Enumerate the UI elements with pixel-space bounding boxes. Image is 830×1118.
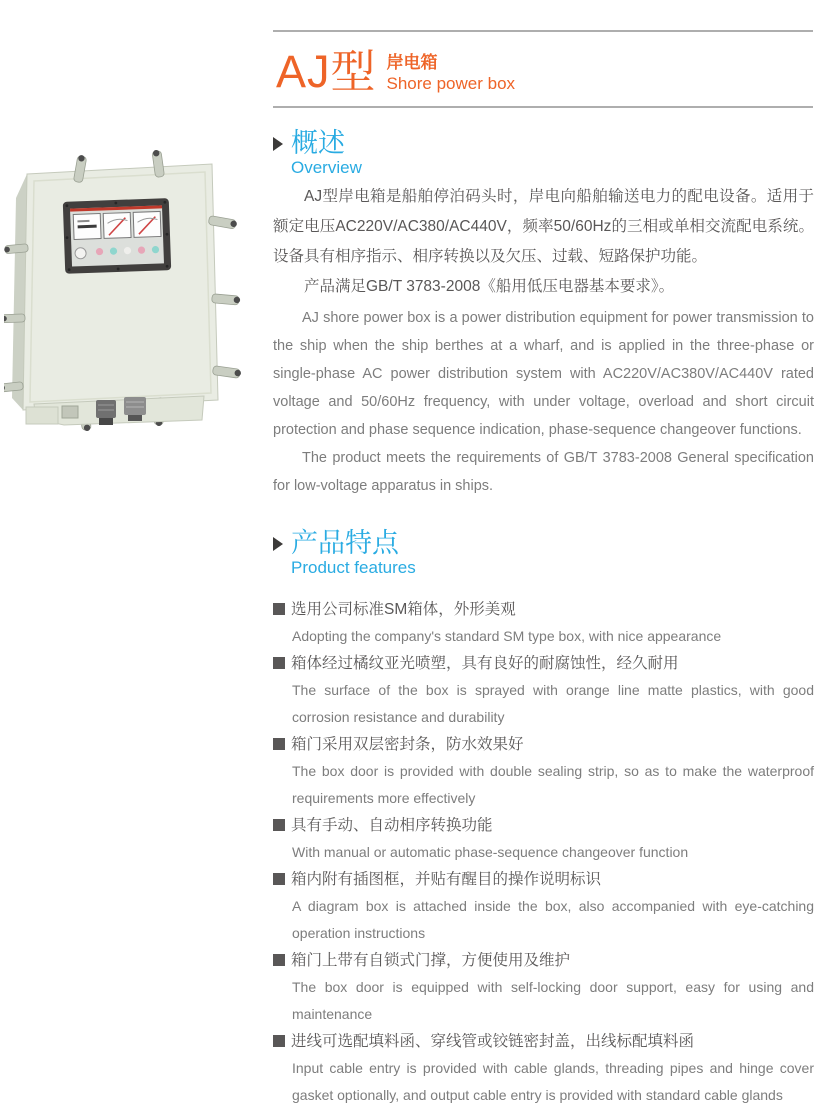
feature-en: The surface of the box is sprayed with orange line matte plastics, with good corrosion resistance and durability [292, 682, 814, 725]
product-model: AJ型 [276, 46, 377, 97]
title-divider [273, 106, 813, 108]
overview-english-paragraphs [273, 304, 814, 500]
feature-cn: 选用公司标准SM箱体，外形美观 [273, 596, 814, 623]
feature-item [273, 947, 814, 1028]
overview-section-header [273, 128, 362, 178]
section-marker-icon [273, 137, 283, 151]
features-list [273, 596, 814, 1109]
shore-power-box-illustration [4, 148, 260, 454]
feature-bullet-icon [273, 873, 285, 885]
feature-bullet-icon [273, 603, 285, 615]
overview-en-paragraph-1: AJ shore power box is a power distribution equipment for power transmission to the ship when the ship berthes at a wharf, and is applied in the three-phase or single-phase AC power distribution system with AC220V/AC380V/AC440V rated voltage and 50/60Hz frequency, with under voltage, overload and short circuit protection and phase sequence indication, phase-sequence changeover functions. [273, 310, 814, 438]
features-heading-en: Product features [291, 558, 416, 577]
feature-item [273, 650, 814, 731]
overview-cn-paragraph-1: AJ型岸电箱是船舶停泊码头时，岸电向船舶输送电力的配电设备。适用于额定电压AC220V/AC380/AC440V，频率50/60Hz的三相或单相交流配电系统。设备具有相序指示、相序转换以及欠压、过载、短路保护功能。 [273, 188, 814, 265]
feature-bullet-icon [273, 954, 285, 966]
product-subtitle-cn: 岸电箱 [386, 53, 438, 72]
feature-en: The box door is equipped with self-locking door support, easy for using and maintenance [292, 979, 814, 1022]
feature-en: The box door is provided with double sealing strip, so as to make the waterproof requirements more effectively [292, 763, 814, 806]
overview-en-paragraph-2: The product meets the requirements of GB/T 3783-2008 General specification for low-voltage apparatus in ships. [273, 450, 814, 494]
viewing-window [63, 198, 171, 274]
feature-item [273, 866, 814, 947]
top-divider [273, 30, 813, 32]
product-subtitle-en: Shore power box [386, 74, 516, 93]
product-title [276, 46, 515, 98]
features-heading-cn: 产品特点 [291, 528, 399, 558]
overview-heading-cn: 概述 [291, 128, 345, 158]
feature-en: A diagram box is attached inside the box, also accompanied with eye-catching operation instructions [292, 898, 814, 941]
feature-en: Input cable entry is provided with cable glands, threading pipes and hinge cover gasket optionally, and output cable entry is provided with standard cable glands [292, 1060, 814, 1103]
feature-bullet-icon [273, 738, 285, 750]
feature-cn: 箱体经过橘纹亚光喷塑，具有良好的耐腐蚀性，经久耐用 [273, 650, 814, 677]
product-subtitle [387, 53, 516, 94]
feature-item [273, 812, 814, 866]
feature-cn: 箱门采用双层密封条，防水效果好 [273, 731, 814, 758]
analog-meter-3 [133, 211, 161, 237]
overview-heading-en: Overview [291, 158, 362, 177]
overview-chinese-paragraphs [273, 182, 814, 302]
product-photo [4, 148, 260, 454]
feature-bullet-icon [273, 819, 285, 831]
feature-item [273, 1028, 814, 1109]
feature-item [273, 731, 814, 812]
analog-meter-2 [103, 212, 131, 238]
feature-en: With manual or automatic phase-sequence changeover function [292, 844, 689, 860]
feature-cn: 箱门上带有自锁式门撑，方便使用及维护 [273, 947, 814, 974]
feature-bullet-icon [273, 657, 285, 669]
feature-cn: 进线可选配填料函、穿线管或铰链密封盖，出线标配填料函 [273, 1028, 814, 1055]
feature-en: Adopting the company's standard SM type box, with nice appearance [292, 628, 722, 644]
section-marker-icon [273, 537, 283, 551]
feature-bullet-icon [273, 1035, 285, 1047]
feature-item [273, 596, 814, 650]
analog-meter-1 [73, 214, 101, 240]
feature-cn: 具有手动、自动相序转换功能 [273, 812, 814, 839]
feature-cn: 箱内附有插图框，并贴有醒目的操作说明标识 [273, 866, 814, 893]
overview-cn-paragraph-2: 产品满足GB/T 3783-2008《船用低压电器基本要求》。 [304, 278, 675, 295]
features-section-header [273, 528, 416, 578]
